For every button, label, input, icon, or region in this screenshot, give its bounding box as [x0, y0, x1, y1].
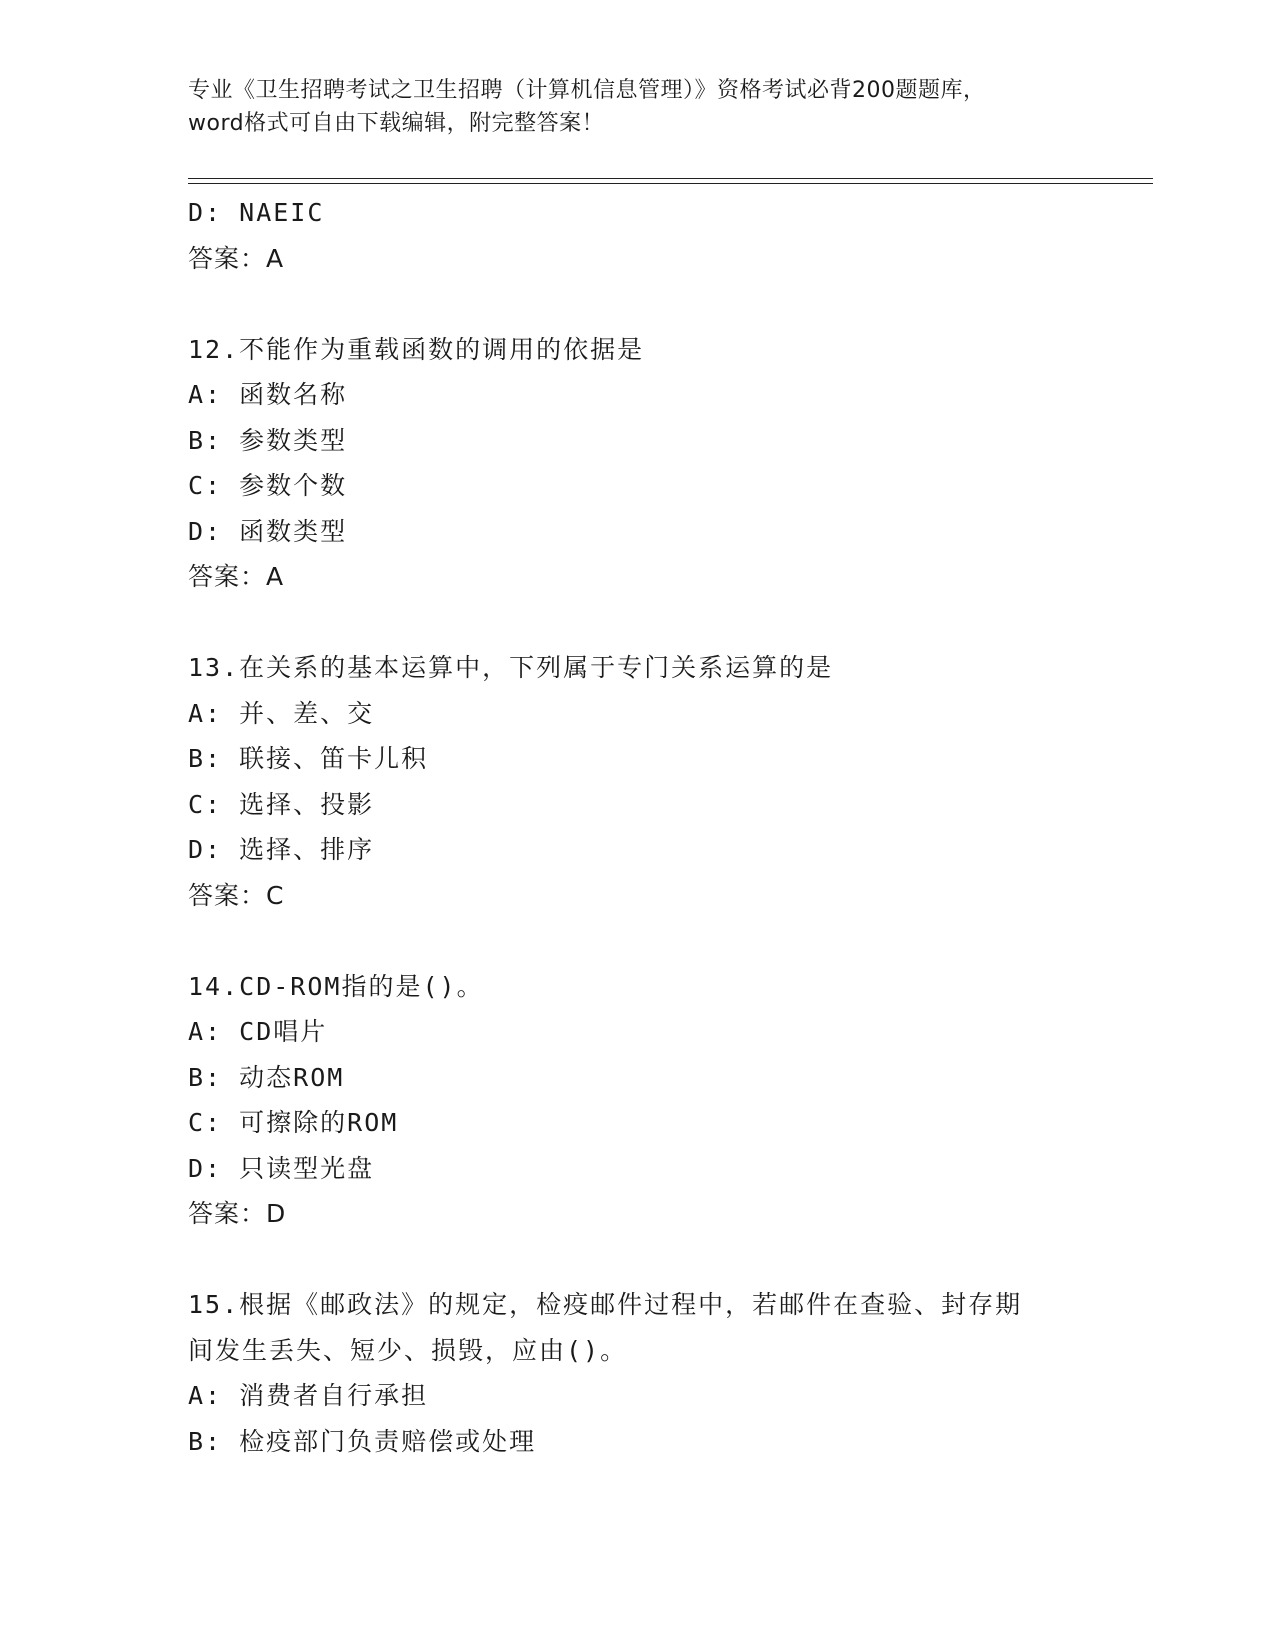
header-divider-bottom [188, 183, 1153, 184]
option-a: A: CD唱片 [188, 1017, 328, 1046]
option-c: C: 参数个数 [188, 471, 348, 500]
option-c: C: 可擦除的ROM [188, 1108, 399, 1137]
option-a: A: 函数名称 [188, 380, 348, 409]
header-divider-top [188, 178, 1153, 179]
header-title-line-2: word格式可自由下载编辑，附完整答案！ [188, 111, 605, 136]
option-d: D: 函数类型 [188, 516, 348, 546]
question-14 [188, 964, 1088, 1237]
question-15 [188, 1282, 1088, 1464]
question-content [188, 190, 1088, 1464]
question-stem-line-1: 15.根据《邮政法》的规定，检疫邮件过程中，若邮件在查验、封存期 [188, 1290, 1023, 1319]
option-b: B: 联接、笛卡儿积 [188, 744, 429, 773]
question-stem: 12.不能作为重载函数的调用的依据是 [188, 334, 645, 364]
option-b: B: 参数类型 [188, 425, 348, 455]
option-b: B: 动态ROM [188, 1062, 345, 1092]
spacer [188, 600, 1088, 646]
answer-line: 答案：A [188, 243, 285, 273]
option-a: A: 并、差、交 [188, 698, 375, 728]
option-b: B: 检疫部门负责赔偿或处理 [188, 1426, 537, 1456]
option-d: D: 选择、排序 [188, 835, 375, 864]
question-stem: 14.CD-ROM指的是()。 [188, 971, 484, 1001]
answer-line: 答案：C [188, 880, 285, 910]
document-header [188, 74, 1088, 140]
header-title-line-1: 专业《卫生招聘考试之卫生招聘（计算机信息管理）》资格考试必背200题题库， [188, 78, 986, 103]
option-a: A: 消费者自行承担 [188, 1381, 429, 1410]
question-12 [188, 327, 1088, 600]
question-11-fragment [188, 190, 1088, 281]
spacer [188, 281, 1088, 327]
option-d: D: 只读型光盘 [188, 1153, 375, 1183]
spacer [188, 1237, 1088, 1283]
answer-line: 答案：D [188, 1199, 287, 1228]
spacer [188, 918, 1088, 964]
question-stem-line-2: 间发生丢失、短少、损毁，应由()。 [188, 1335, 628, 1365]
option-d: D: NAEIC [188, 198, 325, 227]
answer-line: 答案：A [188, 562, 285, 591]
question-13 [188, 645, 1088, 918]
option-c: C: 选择、投影 [188, 789, 375, 819]
question-stem: 13.在关系的基本运算中，下列属于专门关系运算的是 [188, 653, 834, 682]
